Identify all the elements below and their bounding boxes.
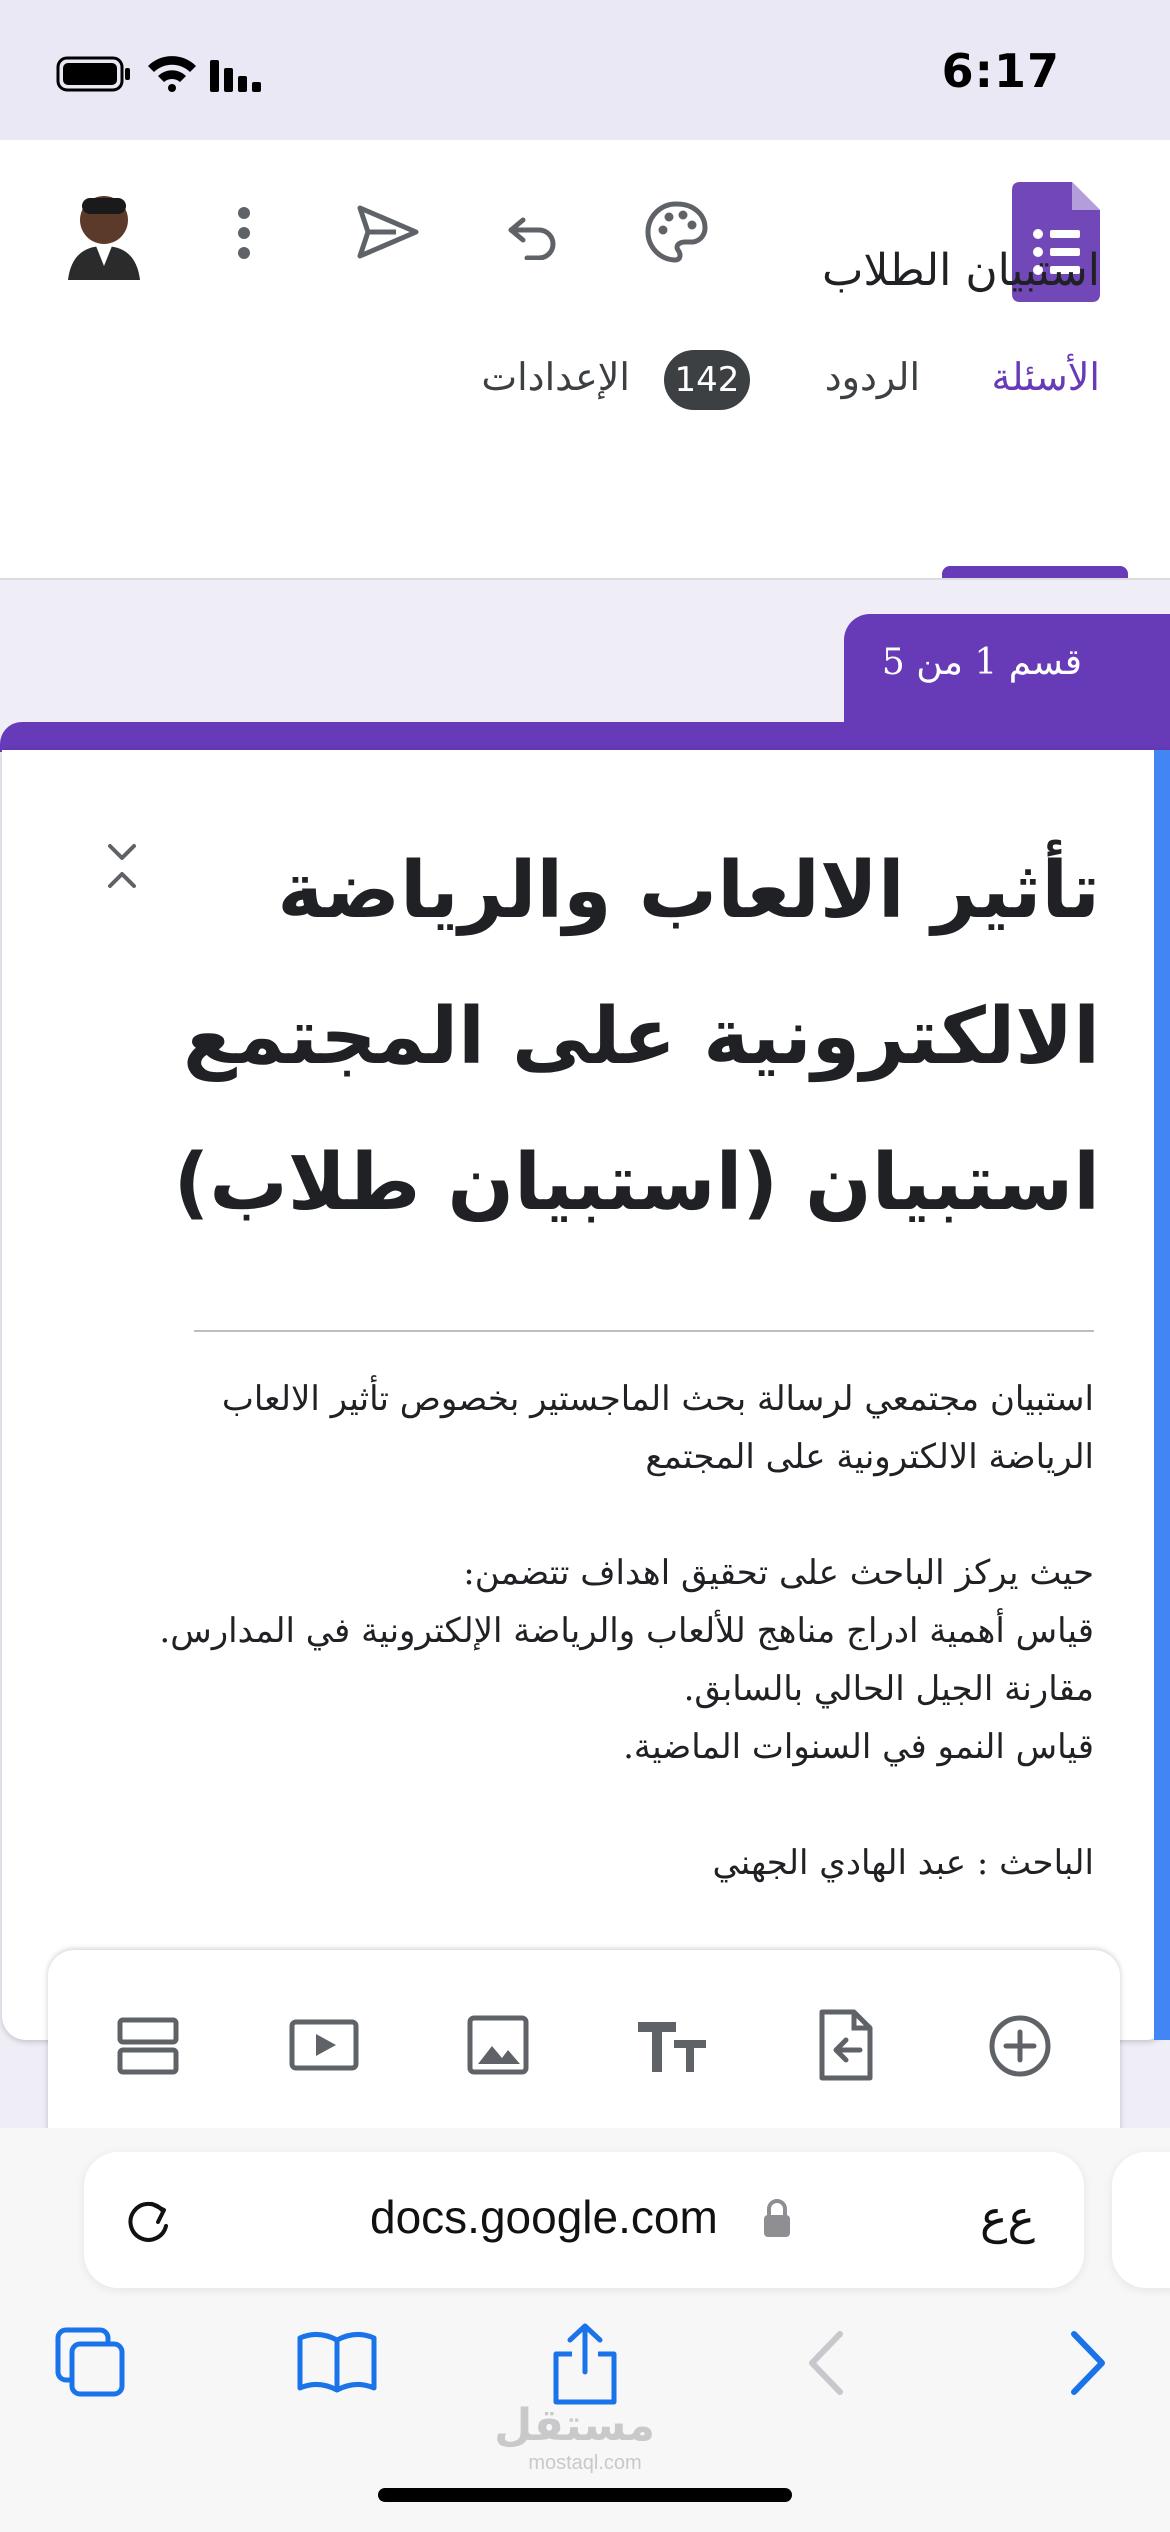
next-tab-preview[interactable] (1112, 2152, 1170, 2288)
more-vertical-icon[interactable] (232, 205, 256, 261)
battery-icon (56, 56, 132, 92)
header-divider (0, 578, 1170, 580)
import-questions-icon[interactable] (806, 2000, 886, 2090)
undo-icon[interactable] (505, 204, 561, 260)
card-top-bar (0, 722, 1170, 752)
status-bar (0, 0, 1170, 140)
avatar[interactable] (62, 180, 146, 280)
back-icon[interactable] (784, 2318, 874, 2408)
forward-icon[interactable] (1040, 2318, 1130, 2408)
watermark-logo: مستقل (494, 2400, 655, 2451)
add-question-icon[interactable] (980, 2000, 1060, 2090)
add-video-icon[interactable] (284, 2000, 364, 2090)
tab-settings[interactable]: الإعدادات (481, 355, 630, 399)
add-section-icon[interactable] (108, 2000, 188, 2090)
status-time: 6:17 (941, 44, 1060, 98)
tabs-icon[interactable] (46, 2318, 136, 2408)
watermark-url: mostaql.com (528, 2452, 642, 2474)
collapse-icon[interactable] (100, 838, 144, 894)
share-icon[interactable] (540, 2318, 630, 2408)
add-title-icon[interactable] (632, 2000, 712, 2090)
home-indicator (378, 2488, 792, 2502)
text-size-button[interactable]: ع‌ع (980, 2190, 1035, 2244)
lock-icon (762, 2196, 792, 2240)
bookmarks-icon[interactable] (292, 2318, 382, 2408)
signal-icon (210, 54, 268, 92)
reload-icon[interactable] (122, 2196, 174, 2248)
form-heading[interactable]: تأثير الالعاب والرياضة الالكترونية على المجتمع استبيان (استبيان طلاب) (173, 846, 1100, 1228)
send-icon[interactable] (356, 204, 420, 260)
palette-icon[interactable] (645, 200, 709, 264)
wifi-icon (146, 52, 198, 92)
form-description[interactable]: استبيان مجتمعي لرسالة بحث الماجستير بخصوص تأثير الالعاب الرياضة الالكترونية على المجتمع حيث يركز الباحث على تحقيق اهداف تتضمن: قياس أهمية ادراج مناهج للألعاب والرياضة الإلكترونية في المدارس. مقارنة الجيل الحالي بالسابق. قياس النمو في السنوات الماضية. الباحث : عبد الهادي الجهني (159, 1379, 1094, 1883)
section-label: قسم 1 من 5 (881, 642, 1082, 683)
add-image-icon[interactable] (458, 2000, 538, 2090)
heading-underline (194, 1330, 1094, 1332)
tab-responses[interactable]: الردود (824, 355, 920, 399)
card-selection-accent (1154, 750, 1170, 2040)
tab-questions[interactable]: الأسئلة (991, 355, 1100, 399)
responses-count-badge: 142 (664, 350, 750, 410)
form-title: استبيان الطلاب (821, 245, 1100, 296)
url-text[interactable]: docs.google.com (370, 2191, 718, 2243)
